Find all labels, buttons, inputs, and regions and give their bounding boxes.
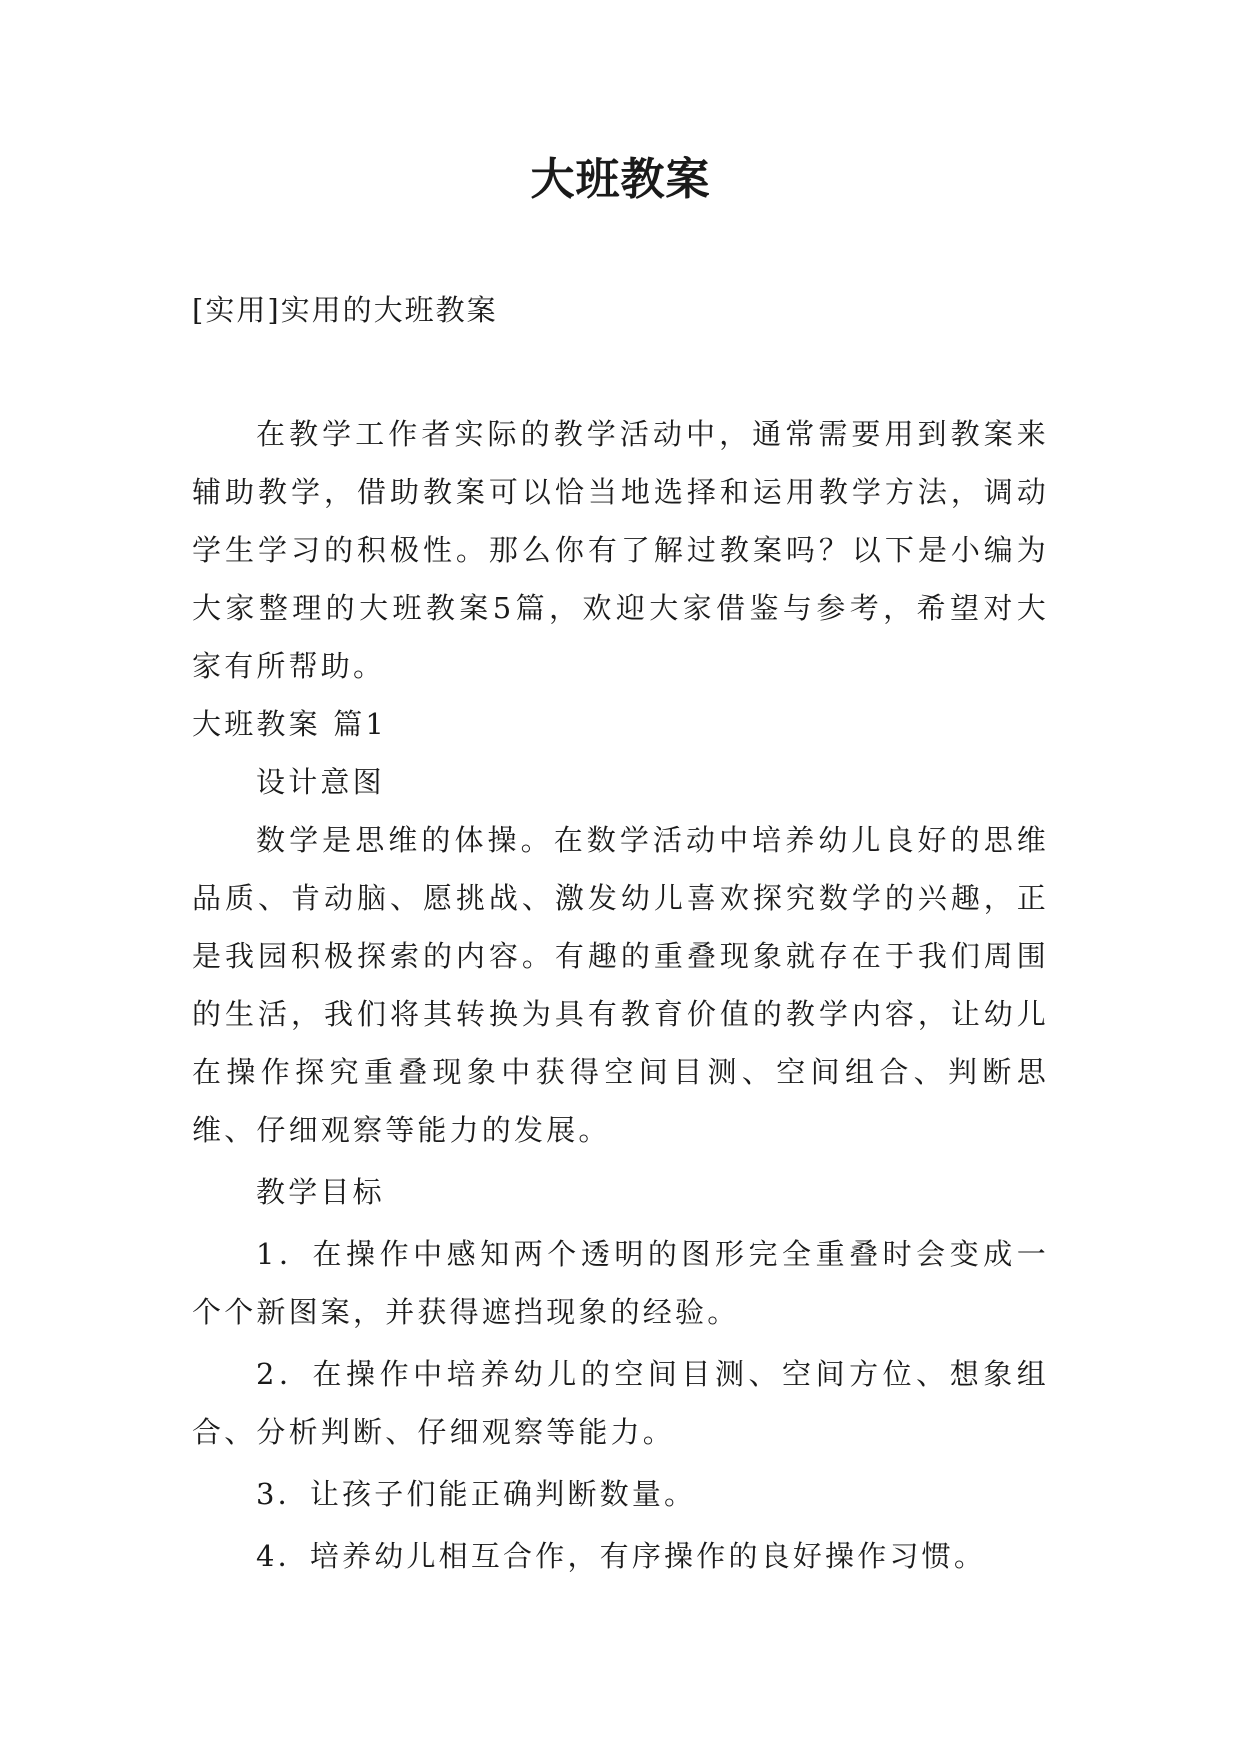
section-title: 大班教案 篇1 bbox=[192, 707, 388, 741]
goal-item: 1．在操作中感知两个透明的图形完全重叠时会变成一个个新图案，并获得遮挡现象的经验。 bbox=[192, 1237, 1049, 1329]
goals-heading: 教学目标 bbox=[256, 1175, 385, 1209]
goal-item: 3．让孩子们能正确判断数量。 bbox=[256, 1477, 697, 1511]
design-heading: 设计意图 bbox=[256, 765, 385, 799]
intro-paragraph: 在教学工作者实际的教学活动中，通常需要用到教案来辅助教学，借助教案可以恰当地选择和运用教学方法，调动学生学习的积极性。那么你有了解过教案吗？以下是小编为大家整理的大班教案5篇，欢迎大家借鉴与参考，希望对大家有所帮助。 bbox=[192, 417, 1049, 683]
goal-item: 2．在操作中培养幼儿的空间目测、空间方位、想象组合、分析判断、仔细观察等能力。 bbox=[192, 1357, 1049, 1449]
design-paragraph: 数学是思维的体操。在数学活动中培养幼儿良好的思维品质、肯动脑、愿挑战、激发幼儿喜欢探究数学的兴趣，正是我园积极探索的内容。有趣的重叠现象就存在于我们周围的生活，我们将其转换为具有教育价值的教学内容，让幼儿在操作探究重叠现象中获得空间目测、空间组合、判断思维、仔细观察等能力的发展。 bbox=[192, 823, 1049, 1147]
document-body bbox=[192, 405, 1049, 1585]
goal-item: 4．培养幼儿相互合作，有序操作的良好操作习惯。 bbox=[256, 1539, 987, 1573]
document-subtitle: [实用]实用的大班教案 bbox=[192, 293, 498, 327]
document-title: 大班教案 bbox=[530, 154, 711, 205]
